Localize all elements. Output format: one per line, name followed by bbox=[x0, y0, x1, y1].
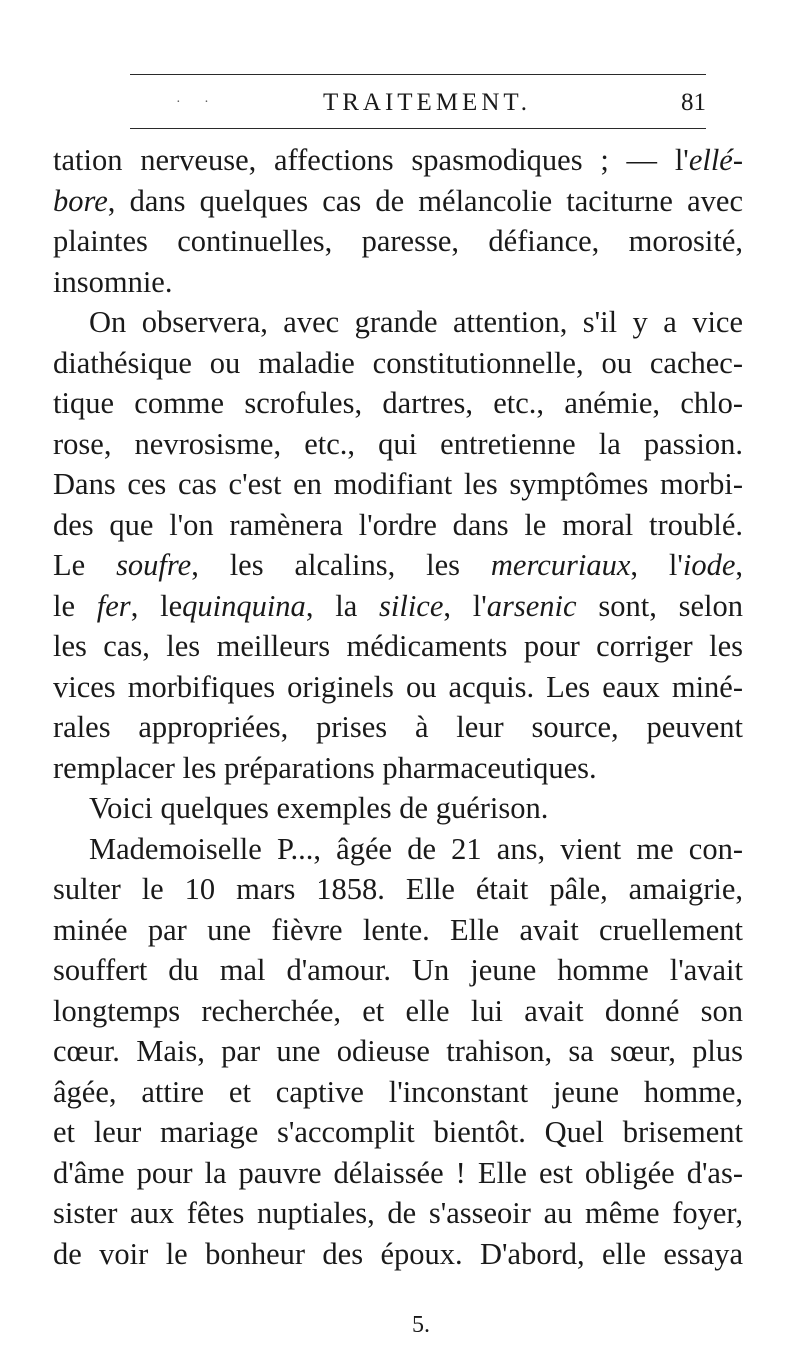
running-head-title: TRAITEMENT. bbox=[322, 89, 532, 116]
text-line: cœur. Mais, par une odieuse trahison, sa sœur, plus bbox=[53, 1034, 743, 1068]
text-line: Le soufre, les alcalins, les mercuriaux, l'iode, bbox=[53, 548, 743, 582]
text-line: Dans ces cas c'est en modifiant les symptômes morbi- bbox=[53, 467, 743, 501]
text-line: minée par une fièvre lente. Elle avait cruellement bbox=[53, 912, 743, 947]
signature-mark: 5. bbox=[412, 1312, 430, 1338]
header-rule-top bbox=[130, 74, 706, 75]
text-line: tique comme scrofules, dartres, etc., anémie, chlo- bbox=[53, 386, 743, 420]
text-line: de voir le bonheur des époux. D'abord, elle essaya bbox=[53, 1236, 743, 1271]
header-ornament-dots: · · bbox=[176, 95, 219, 110]
text-line: et leur mariage s'accomplit bientôt. Quel brisement bbox=[53, 1115, 743, 1149]
running-head bbox=[130, 86, 706, 120]
text-line: âgée, attire et captive l'inconstant jeune homme, bbox=[53, 1074, 743, 1109]
text-line: souffert du mal d'amour. Un jeune homme l'avait bbox=[53, 953, 743, 987]
text-line: d'âme pour la pauvre délaissée ! Elle est obligée d'as- bbox=[53, 1155, 743, 1190]
text-line: vices morbifiques originels ou acquis. Les eaux miné- bbox=[53, 669, 743, 704]
text-line: Mademoiselle P..., âgée de 21 ans, vient me con- bbox=[89, 831, 743, 866]
text-line: Voici quelques exemples de guérison. bbox=[89, 791, 549, 825]
text-line: remplacer les préparations pharmaceutiques. bbox=[53, 750, 597, 785]
text-line: sulter le 10 mars 1858. Elle était pâle, amaigrie, bbox=[53, 872, 743, 906]
text-line: insomnie. bbox=[53, 264, 173, 299]
text-line: le fer, lequinquina, la silice, l'arsenic sont, selon bbox=[53, 588, 743, 623]
text-line: rales appropriées, prises à leur source, peuvent bbox=[53, 710, 743, 744]
text-line: longtemps recherchée, et elle lui avait donné son bbox=[53, 993, 743, 1028]
body-text bbox=[53, 140, 743, 1274]
text-line: bore, dans quelques cas de mélancolie taciturne avec bbox=[53, 183, 743, 218]
text-line: les cas, les meilleurs médicaments pour corriger les bbox=[53, 629, 743, 663]
text-line: On observera, avec grande attention, s'il y a vice bbox=[89, 305, 743, 339]
text-line: sister aux fêtes nuptiales, de s'asseoir au même foyer, bbox=[53, 1196, 743, 1230]
text-line: tation nerveuse, affections spasmodiques ; — l'ellé- bbox=[53, 143, 743, 177]
header-rule-bottom bbox=[130, 128, 706, 129]
text-line: plaintes continuelles, paresse, défiance, morosité, bbox=[53, 224, 743, 258]
text-line: rose, nevrosisme, etc., qui entretienne la passion. bbox=[53, 426, 743, 461]
page-number: 81 bbox=[681, 89, 706, 116]
text-line: diathésique ou maladie constitutionnelle, ou cachec- bbox=[53, 345, 743, 380]
text-line: des que l'on ramènera l'ordre dans le moral troublé. bbox=[53, 507, 743, 542]
